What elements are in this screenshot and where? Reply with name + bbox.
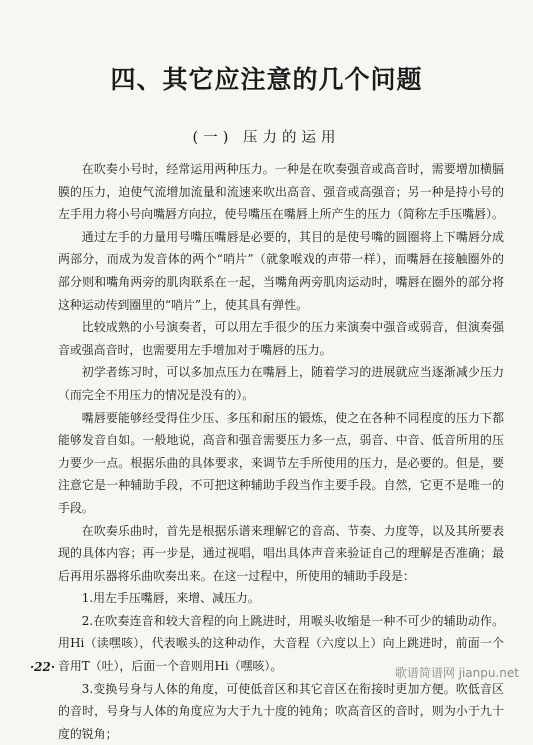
body-text: [58, 158, 504, 745]
paragraph: 在吹奏小号时，经常运用两种压力。一种是在吹奏强音或高音时，需要增加横膈膜的压力，迫使气流增加流量和流速来吹出高音、强音或高强音；另一种是持小号的左手用力将小号向嘴唇方向拉，使号嘴压在嘴唇上所产生的压力（简称左手压嘴唇）。: [58, 162, 504, 222]
list-item: 3.变换号身与人体的角度，可使低音区和其它音区在衔接时更加方便。吹低音区的音时，号身与人体的角度应为大于九十度的钝角；吹高音区的音时，则为小于九十度的锐角；: [58, 681, 504, 741]
paragraph: 嘴唇要能够经受得住少压、多压和耐压的锻炼，使之在各种不同程度的压力下都能够发音自如。一般地说，高音和强音需要压力多一点，弱音、中音、低音所用的压力要少一点。根据乐曲的具体要求，来调节左手所使用的压力，是必要的。但是，要注意它是一种辅助手段，不可把这种辅助手段当作主要手段。自然，它更不是唯一的手段。: [58, 410, 504, 515]
watermark: 歌谱简谱网 jianpu.net: [394, 666, 519, 680]
list-item: 1.用左手压嘴唇，来增、减压力。: [81, 591, 260, 606]
paragraph: 初学者练习时，可以多加点压力在嘴唇上，随着学习的进展就应当逐渐减少压力（而完全不用压力的情况是没有的）。: [58, 365, 504, 402]
subsection-title: (一) 压力的运用: [192, 130, 341, 146]
list-item: 2.在吹奏连音和较大音程的向上跳进时，用喉头收缩是一种不可少的辅助动作。用Hi（读嘿咳），代表喉头的这种动作，大音程（六度以上）向上跳进时，前面一个音用T（吐），后面一个音则用Hi（嘿咳）。: [58, 613, 504, 674]
page-number: ·22·: [30, 660, 56, 674]
paragraph: 在吹奏乐曲时，首先是根据乐谱来理解它的音高、节奏、力度等，以及其所要表现的具体内容；再一步是，通过视唱，唱出具体声音来验证自己的理解是否准确；最后再用乐器将乐曲吹奏出来。在这一过程中，所使用的辅助手段是：: [58, 523, 504, 583]
section-title: 四、其它应注意的几个问题: [110, 65, 423, 94]
paragraph: 通过左手的力量用号嘴压嘴唇是必要的，其目的是使号嘴的圆圈将上下嘴唇分成两部分，而成为发音体的两个“哨片”（就象喉戏的声带一样），而嘴唇在接触圈外的部分则和嘴角两旁的肌肉联系在一起，当嘴角两旁肌肉运动时，嘴唇在圈外的部分将这种运动传到圈里的“哨片”上，使其具有弹性。: [58, 229, 504, 312]
paragraph: 比较成熟的小号演奏者，可以用左手很少的压力来演奏中强音或弱音，但演奏强音或强高音时，也需要用左手增加对于嘴唇的压力。: [58, 320, 504, 357]
